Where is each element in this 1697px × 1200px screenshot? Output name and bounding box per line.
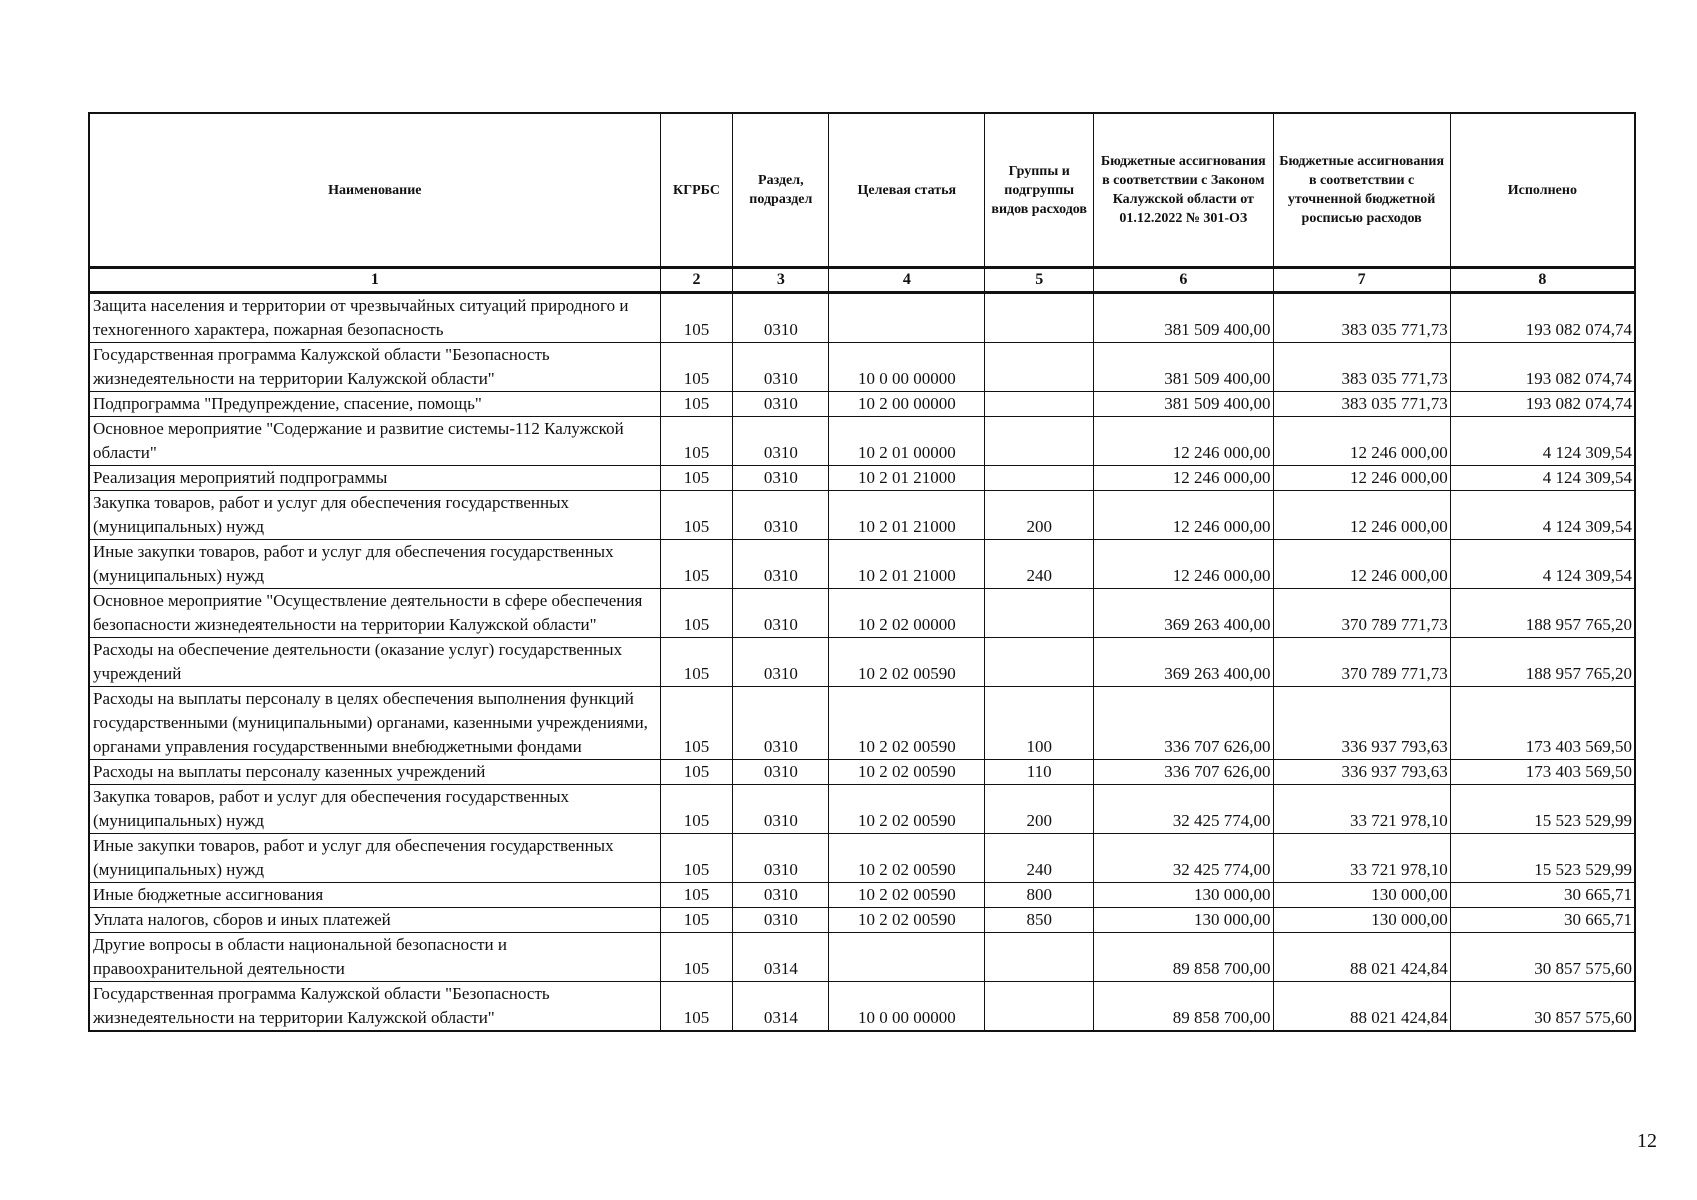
cell-group: 200 — [985, 785, 1094, 834]
table-row — [89, 933, 1635, 982]
cell-refined-amount: 33 721 978,10 — [1273, 834, 1450, 883]
table-row — [89, 491, 1635, 540]
cell-refined-amount: 88 021 424,84 — [1273, 982, 1450, 1032]
cell-name: Закупка товаров, работ и услуг для обеспечения государственных (муниципальных) нужд — [89, 785, 660, 834]
header-name: Наименование — [89, 113, 660, 268]
cell-executed-amount: 30 665,71 — [1450, 908, 1635, 933]
cell-executed-amount: 4 124 309,54 — [1450, 540, 1635, 589]
cell-refined-amount: 130 000,00 — [1273, 908, 1450, 933]
cell-kgrbs: 105 — [660, 687, 733, 760]
header-number: 3 — [733, 268, 829, 293]
cell-section: 0310 — [733, 908, 829, 933]
cell-executed-amount: 4 124 309,54 — [1450, 491, 1635, 540]
cell-target: 10 2 02 00590 — [829, 785, 985, 834]
table-row — [89, 785, 1635, 834]
cell-target: 10 0 00 00000 — [829, 343, 985, 392]
cell-kgrbs: 105 — [660, 638, 733, 687]
cell-refined-amount: 336 937 793,63 — [1273, 760, 1450, 785]
cell-target: 10 2 02 00590 — [829, 638, 985, 687]
cell-target: 10 2 02 00000 — [829, 589, 985, 638]
cell-group: 200 — [985, 491, 1094, 540]
cell-target — [829, 293, 985, 343]
cell-section: 0314 — [733, 933, 829, 982]
cell-law-amount: 130 000,00 — [1094, 883, 1273, 908]
cell-section: 0310 — [733, 589, 829, 638]
cell-group — [985, 589, 1094, 638]
cell-section: 0310 — [733, 343, 829, 392]
cell-kgrbs: 105 — [660, 834, 733, 883]
table-row — [89, 540, 1635, 589]
cell-kgrbs: 105 — [660, 417, 733, 466]
header-number: 2 — [660, 268, 733, 293]
cell-kgrbs: 105 — [660, 933, 733, 982]
cell-name: Другие вопросы в области национальной безопасности и правоохранительной деятельности — [89, 933, 660, 982]
cell-target: 10 2 01 21000 — [829, 491, 985, 540]
cell-executed-amount: 30 857 575,60 — [1450, 933, 1635, 982]
header-kgrbs: КГРБС — [660, 113, 733, 268]
header-number: 8 — [1450, 268, 1635, 293]
cell-refined-amount: 130 000,00 — [1273, 883, 1450, 908]
cell-group — [985, 933, 1094, 982]
cell-group — [985, 638, 1094, 687]
cell-law-amount: 130 000,00 — [1094, 908, 1273, 933]
header-row — [89, 113, 1635, 268]
cell-law-amount: 12 246 000,00 — [1094, 466, 1273, 491]
cell-executed-amount: 188 957 765,20 — [1450, 589, 1635, 638]
cell-executed-amount: 173 403 569,50 — [1450, 687, 1635, 760]
cell-target: 10 0 00 00000 — [829, 982, 985, 1032]
cell-name: Подпрограмма "Предупреждение, спасение, помощь" — [89, 392, 660, 417]
cell-section: 0310 — [733, 834, 829, 883]
cell-section: 0310 — [733, 417, 829, 466]
header-number: 1 — [89, 268, 660, 293]
cell-law-amount: 32 425 774,00 — [1094, 834, 1273, 883]
cell-section: 0314 — [733, 982, 829, 1032]
cell-section: 0310 — [733, 785, 829, 834]
cell-kgrbs: 105 — [660, 589, 733, 638]
header-number: 5 — [985, 268, 1094, 293]
cell-name: Иные закупки товаров, работ и услуг для обеспечения государственных (муниципальных) нужд — [89, 834, 660, 883]
cell-law-amount: 336 707 626,00 — [1094, 687, 1273, 760]
cell-name: Государственная программа Калужской области "Безопасность жизнедеятельности на территории Калужской области" — [89, 982, 660, 1032]
cell-law-amount: 12 246 000,00 — [1094, 540, 1273, 589]
cell-target: 10 2 00 00000 — [829, 392, 985, 417]
cell-refined-amount: 383 035 771,73 — [1273, 343, 1450, 392]
cell-group — [985, 417, 1094, 466]
cell-law-amount: 32 425 774,00 — [1094, 785, 1273, 834]
cell-kgrbs: 105 — [660, 466, 733, 491]
cell-section: 0310 — [733, 883, 829, 908]
header-executed: Исполнено — [1450, 113, 1635, 268]
cell-name: Иные закупки товаров, работ и услуг для обеспечения государственных (муниципальных) нужд — [89, 540, 660, 589]
cell-section: 0310 — [733, 540, 829, 589]
cell-executed-amount: 193 082 074,74 — [1450, 343, 1635, 392]
cell-law-amount: 369 263 400,00 — [1094, 589, 1273, 638]
cell-name: Реализация мероприятий подпрограммы — [89, 466, 660, 491]
cell-law-amount: 369 263 400,00 — [1094, 638, 1273, 687]
cell-name: Основное мероприятие "Содержание и развитие системы-112 Калужской области" — [89, 417, 660, 466]
cell-name: Расходы на выплаты персоналу в целях обеспечения выполнения функций государственными (муниципальными) органами, казенными учреждениями, органами управления государственными внебюджетными фондами — [89, 687, 660, 760]
cell-kgrbs: 105 — [660, 883, 733, 908]
cell-refined-amount: 370 789 771,73 — [1273, 589, 1450, 638]
budget-table-container — [88, 112, 1636, 1032]
cell-refined-amount: 12 246 000,00 — [1273, 417, 1450, 466]
cell-kgrbs: 105 — [660, 982, 733, 1032]
cell-executed-amount: 15 523 529,99 — [1450, 785, 1635, 834]
cell-refined-amount: 33 721 978,10 — [1273, 785, 1450, 834]
cell-target — [829, 933, 985, 982]
cell-kgrbs: 105 — [660, 760, 733, 785]
cell-group — [985, 392, 1094, 417]
cell-group: 100 — [985, 687, 1094, 760]
table-body — [89, 293, 1635, 1032]
cell-refined-amount: 12 246 000,00 — [1273, 491, 1450, 540]
cell-refined-amount: 336 937 793,63 — [1273, 687, 1450, 760]
page-number: 12 — [1637, 1130, 1657, 1152]
cell-law-amount: 12 246 000,00 — [1094, 491, 1273, 540]
cell-refined-amount: 12 246 000,00 — [1273, 540, 1450, 589]
header-numbers-row — [89, 268, 1635, 293]
cell-target: 10 2 02 00590 — [829, 760, 985, 785]
cell-kgrbs: 105 — [660, 540, 733, 589]
cell-section: 0310 — [733, 293, 829, 343]
header-number: 7 — [1273, 268, 1450, 293]
cell-section: 0310 — [733, 392, 829, 417]
table-row — [89, 883, 1635, 908]
header-number: 4 — [829, 268, 985, 293]
cell-group — [985, 982, 1094, 1032]
table-row — [89, 908, 1635, 933]
cell-group: 240 — [985, 540, 1094, 589]
cell-executed-amount: 30 857 575,60 — [1450, 982, 1635, 1032]
cell-target: 10 2 02 00590 — [829, 908, 985, 933]
table-row — [89, 293, 1635, 343]
cell-executed-amount: 193 082 074,74 — [1450, 293, 1635, 343]
cell-name: Основное мероприятие "Осуществление деятельности в сфере обеспечения безопасности жизнедеятельности на территории Калужской области" — [89, 589, 660, 638]
cell-kgrbs: 105 — [660, 343, 733, 392]
table-row — [89, 589, 1635, 638]
cell-target: 10 2 02 00590 — [829, 687, 985, 760]
cell-target: 10 2 01 21000 — [829, 540, 985, 589]
cell-executed-amount: 4 124 309,54 — [1450, 466, 1635, 491]
cell-executed-amount: 4 124 309,54 — [1450, 417, 1635, 466]
cell-target: 10 2 02 00590 — [829, 883, 985, 908]
cell-group — [985, 293, 1094, 343]
cell-group: 110 — [985, 760, 1094, 785]
cell-name: Расходы на обеспечение деятельности (оказание услуг) государственных учреждений — [89, 638, 660, 687]
cell-kgrbs: 105 — [660, 293, 733, 343]
table-row — [89, 392, 1635, 417]
header-group: Группы и подгруппы видов расходов — [985, 113, 1094, 268]
cell-target: 10 2 01 00000 — [829, 417, 985, 466]
cell-executed-amount: 30 665,71 — [1450, 883, 1635, 908]
cell-section: 0310 — [733, 491, 829, 540]
table-row — [89, 687, 1635, 760]
cell-law-amount: 381 509 400,00 — [1094, 343, 1273, 392]
header-target: Целевая статья — [829, 113, 985, 268]
cell-group: 240 — [985, 834, 1094, 883]
header-law: Бюджетные ассигнования в соответствии с Законом Калужской области от 01.12.2022 № 301-ОЗ — [1094, 113, 1273, 268]
cell-section: 0310 — [733, 638, 829, 687]
cell-executed-amount: 173 403 569,50 — [1450, 760, 1635, 785]
cell-refined-amount: 370 789 771,73 — [1273, 638, 1450, 687]
cell-executed-amount: 15 523 529,99 — [1450, 834, 1635, 883]
cell-executed-amount: 193 082 074,74 — [1450, 392, 1635, 417]
table-row — [89, 834, 1635, 883]
header-refined: Бюджетные ассигнования в соответствии с уточненной бюджетной росписью расходов — [1273, 113, 1450, 268]
header-section: Раздел, подраздел — [733, 113, 829, 268]
cell-group: 800 — [985, 883, 1094, 908]
cell-name: Расходы на выплаты персоналу казенных учреждений — [89, 760, 660, 785]
cell-executed-amount: 188 957 765,20 — [1450, 638, 1635, 687]
budget-table — [88, 112, 1636, 1032]
cell-name: Государственная программа Калужской области "Безопасность жизнедеятельности на территории Калужской области" — [89, 343, 660, 392]
cell-law-amount: 381 509 400,00 — [1094, 392, 1273, 417]
table-row — [89, 638, 1635, 687]
cell-refined-amount: 88 021 424,84 — [1273, 933, 1450, 982]
cell-group — [985, 343, 1094, 392]
cell-name: Уплата налогов, сборов и иных платежей — [89, 908, 660, 933]
cell-group — [985, 466, 1094, 491]
header-number: 6 — [1094, 268, 1273, 293]
cell-law-amount: 89 858 700,00 — [1094, 933, 1273, 982]
cell-section: 0310 — [733, 760, 829, 785]
cell-section: 0310 — [733, 466, 829, 491]
cell-law-amount: 89 858 700,00 — [1094, 982, 1273, 1032]
cell-section: 0310 — [733, 687, 829, 760]
cell-kgrbs: 105 — [660, 908, 733, 933]
cell-refined-amount: 12 246 000,00 — [1273, 466, 1450, 491]
table-row — [89, 343, 1635, 392]
cell-refined-amount: 383 035 771,73 — [1273, 293, 1450, 343]
table-row — [89, 417, 1635, 466]
table-row — [89, 466, 1635, 491]
cell-target: 10 2 02 00590 — [829, 834, 985, 883]
cell-refined-amount: 383 035 771,73 — [1273, 392, 1450, 417]
cell-kgrbs: 105 — [660, 491, 733, 540]
cell-law-amount: 381 509 400,00 — [1094, 293, 1273, 343]
table-row — [89, 982, 1635, 1032]
cell-kgrbs: 105 — [660, 392, 733, 417]
cell-target: 10 2 01 21000 — [829, 466, 985, 491]
cell-name: Закупка товаров, работ и услуг для обеспечения государственных (муниципальных) нужд — [89, 491, 660, 540]
cell-law-amount: 336 707 626,00 — [1094, 760, 1273, 785]
cell-kgrbs: 105 — [660, 785, 733, 834]
cell-law-amount: 12 246 000,00 — [1094, 417, 1273, 466]
cell-group: 850 — [985, 908, 1094, 933]
cell-name: Иные бюджетные ассигнования — [89, 883, 660, 908]
table-row — [89, 760, 1635, 785]
cell-name: Защита населения и территории от чрезвычайных ситуаций природного и техногенного характера, пожарная безопасность — [89, 293, 660, 343]
